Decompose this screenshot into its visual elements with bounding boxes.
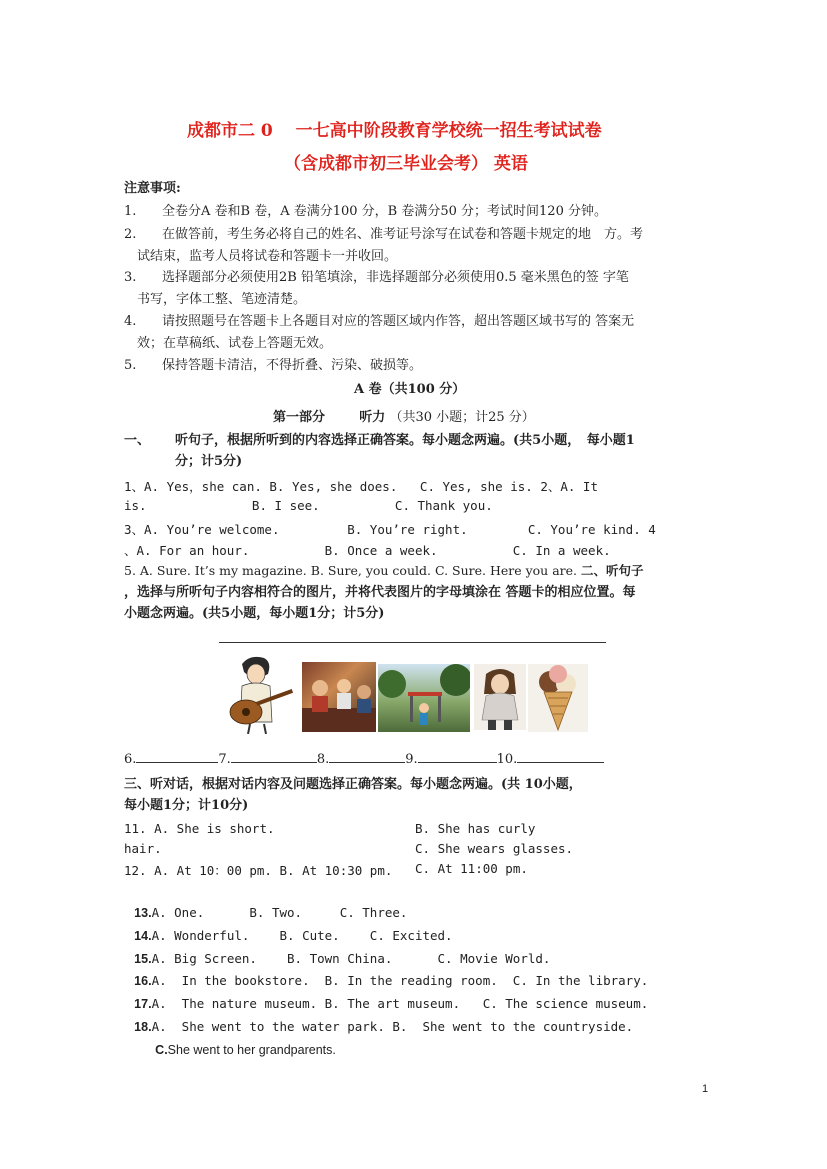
question-number: 16. — [134, 974, 152, 988]
question-number: 15. — [134, 952, 152, 966]
picture-top-rule — [219, 642, 606, 643]
notice-item-number: 1. — [124, 204, 137, 219]
choice-line: 、A. For an hour. B. Once a week. C. In a week. — [124, 543, 611, 558]
question-5-text: 5. A. Sure. It’s my magazine. B. Sure, you could. C. Sure. Here you are. — [124, 563, 578, 578]
blank-label: 9. — [405, 752, 418, 767]
question-one-instruction: 听句子，根据所听到的内容选择正确答案。每小题念两遍。(共5小题， 每小题1 — [175, 433, 635, 448]
notice-item-text: 保持答题卡清洁，不得折叠、污染、破损等。 — [162, 358, 423, 373]
picture-restaurant — [302, 662, 376, 732]
question-options: A. The nature museum. B. The art museum. C. The science museum. — [151, 996, 649, 1011]
question-options: A. Wonderful. B. Cute. C. Excited. — [151, 928, 453, 943]
section-a-heading: A 卷（共100 分） — [354, 382, 466, 397]
notice-item-number: 4. — [124, 314, 137, 329]
choice-line: 1、A. Yes，she can. B. Yes, she does. C. Yes, she is. 2、A. It — [124, 479, 598, 494]
notice-item-text: 选择题部分必须使用2B 铅笔填涂，非选择题部分必须使用0.5 毫米黑色的签 字笔 — [162, 270, 629, 285]
question-number: 17. — [134, 997, 152, 1011]
question-5-line — [124, 563, 644, 579]
question-11-b-cont: hair. — [124, 841, 162, 856]
question-18-c — [145, 1020, 336, 1058]
option-text: She went to her grandparents. — [167, 1043, 336, 1057]
answer-blank[interactable] — [231, 750, 317, 763]
question-number: 18. — [134, 1020, 152, 1034]
notice-item-number: 3. — [124, 270, 137, 285]
question-12: 12. A. At 10：00 pm. B. At 10:30 pm. — [124, 863, 393, 878]
page-number: 1 — [702, 1083, 709, 1095]
notice-item-text: 在做答前，考生务必将自己的姓名、准考证号涂写在试卷和答题卡规定的地 方。考 — [162, 227, 644, 242]
question-three-instruction-cont: 每小题1分；计10分) — [124, 798, 249, 813]
notice-item-number: 2. — [124, 227, 137, 242]
part-detail: （共30 小题；计25 分） — [389, 410, 535, 425]
choice-line: is. B. I see. C. Thank you. — [124, 498, 493, 513]
question-two-instruction: ，选择与所听句子内容相符合的图片，并将代表图片的字母填涂在 答题卡的相应位置。每 — [124, 585, 636, 600]
notice-item-text: 全卷分A 卷和B 卷，A 卷满分100 分，B 卷满分50 分；考试时间120 分钟。 — [162, 204, 607, 219]
question-options: A. Big Screen. B. Town China. C. Movie World. — [151, 951, 551, 966]
question-options: A. One. B. Two. C. Three. — [151, 905, 408, 920]
answer-blank[interactable] — [329, 750, 405, 763]
notice-item-text: 请按照题号在答题卡上各题目对应的答题区域内作答，超出答题区域书写的 答案无 — [162, 314, 635, 329]
blank-label: 10. — [496, 752, 518, 767]
answer-blanks — [124, 750, 604, 768]
notice-item-text: 效；在草稿纸、试卷上答题无效。 — [137, 336, 333, 351]
question-options: A. She went to the water park. B. She went to the countryside. — [151, 1019, 634, 1034]
picture-playground — [378, 664, 470, 732]
answer-blank[interactable] — [136, 750, 218, 763]
notice-item-text: 书写，字体工整、笔迹清楚。 — [137, 292, 307, 307]
part-name: 听力 — [359, 410, 386, 425]
question-11-b: B. She has curly — [415, 821, 536, 836]
blank-label: 7. — [218, 752, 231, 767]
notice-heading: 注意事项: — [124, 181, 181, 196]
question-11-c: C. She wears glasses. — [415, 841, 574, 856]
blank-label: 6. — [124, 752, 137, 767]
notice-item-number: 5. — [124, 358, 137, 373]
blank-label: 8. — [316, 752, 330, 767]
question-two-heading: 二、听句子 — [581, 563, 644, 578]
part-label: 第一部分 — [273, 410, 326, 425]
question-three-instruction: 三、听对话，根据对话内容及问题选择正确答案。每小题念两遍。(共 10小题， — [124, 777, 582, 792]
question-11-a: 11. A. She is short. — [124, 821, 275, 836]
picture-ice-cream — [528, 664, 588, 732]
question-two-instruction-cont: 小题念两遍。(共5小题，每小题1分；计5分) — [124, 606, 385, 621]
title-line-2: （含成都市初三毕业会考） 英语 — [284, 154, 528, 174]
answer-blank[interactable] — [418, 750, 497, 763]
question-number: 13. — [134, 906, 152, 920]
answer-blank[interactable] — [517, 750, 604, 763]
question-12-c: C. At 11:00 pm. — [415, 861, 528, 876]
choice-line: 3、A. You’re welcome. B. You’re right. C. You’re kind. 4 — [124, 522, 656, 537]
question-number: 14. — [134, 929, 152, 943]
part-one-heading — [273, 410, 535, 426]
picture-girl-sitting — [474, 664, 526, 730]
picture-guitar-boy — [220, 652, 298, 734]
option-label: C. — [155, 1043, 168, 1057]
question-one-number: 一、 — [124, 433, 151, 448]
title-line-1: 成都市二 0 一七高中阶段教育学校统一招生考试试卷 — [187, 121, 602, 141]
question-options: A. In the bookstore. B. In the reading room. C. In the library. — [151, 973, 649, 988]
notice-item-text: 试结束，监考人员将试卷和答题卡一并收回。 — [137, 249, 398, 264]
question-one-instruction-cont: 分；计5分) — [175, 454, 243, 469]
